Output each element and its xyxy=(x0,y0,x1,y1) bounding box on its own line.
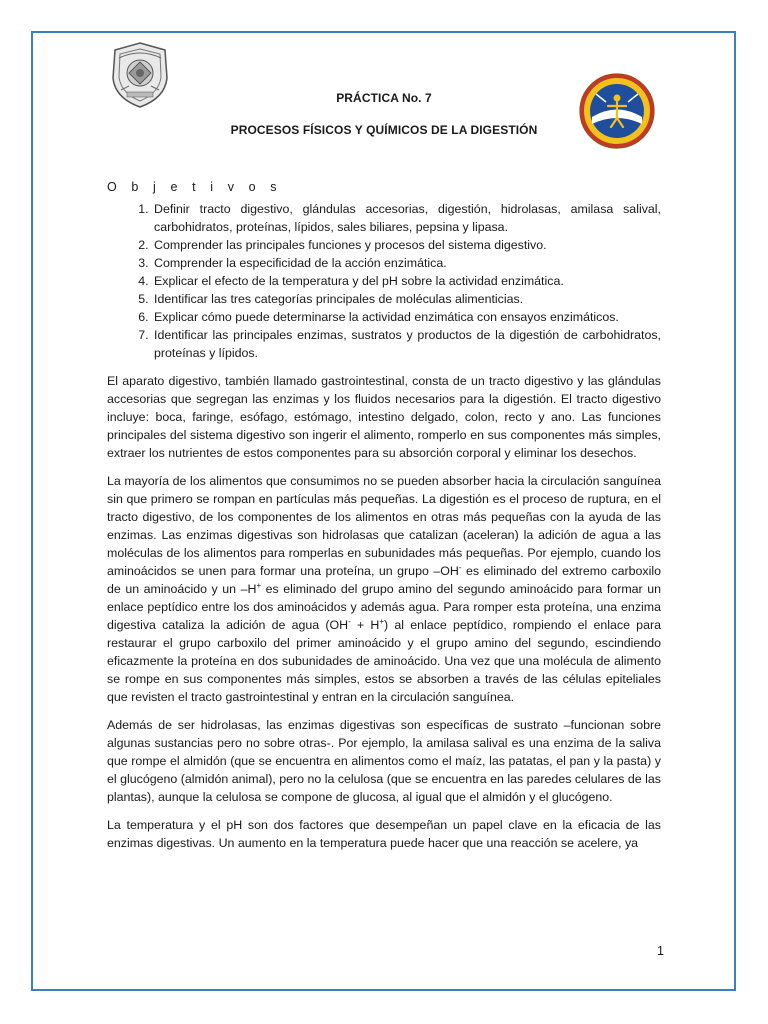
list-item: 1. Definir tracto digestivo, glándulas accesorias, digestión, hidrolasas, amilasa salival, carbohidratos, proteínas, lípidos, sales biliares, pepsina y lipasa. xyxy=(152,200,661,236)
paragraph-text: + H xyxy=(350,618,380,632)
list-item: 5. Identificar las tres categorías principales de moléculas alimenticias. xyxy=(152,290,661,308)
list-item: 2. Comprender las principales funciones y procesos del sistema digestivo. xyxy=(152,236,661,254)
paragraph-text: ) al enlace peptídico, rompiendo el enlace para restaurar el grupo carboxilo del primer aminoácido y el grupo amino del segundo, escindiendo eficazmente la proteína en dos subunidades de aminoácido. Una vez que una molécula de alimento se rompe en sus componentes más simples, estos se absorben a través de las células epiteliales que revisten el tracto gastrointestinal y entran en la circulación sanguínea. xyxy=(107,618,661,704)
paragraph-text: es eliminado del grupo amino del segundo aminoácido para formar un enlace peptídico entre los dos aminoácidos y además agua. Para romper esta proteína, una enzima digestiva cataliza la adición de agua (OH xyxy=(107,582,661,632)
practice-subtitle: PROCESOS FÍSICOS Y QUÍMICOS DE LA DIGESTIÓN xyxy=(230,123,538,137)
objectives-list xyxy=(107,200,661,362)
list-item: 4. Explicar el efecto de la temperatura y del pH sobre la actividad enzimática. xyxy=(152,272,661,290)
superscript: + xyxy=(379,616,385,626)
objectives-heading: O b j e t i v o s xyxy=(107,180,283,194)
document-body xyxy=(107,178,661,862)
list-item: 6. Explicar cómo puede determinarse la actividad enzimática con ensayos enzimáticos. xyxy=(152,308,661,326)
paragraph-digestion-enzymes xyxy=(107,472,661,706)
school-circular-emblem xyxy=(578,72,656,150)
paragraph-temperature-ph: La temperatura y el pH son dos factores que desempeñan un papel clave en la eficacia de las enzimas digestivas. Un aumento en la temperatura puede hacer que una reacción se acelere, ya xyxy=(107,818,661,850)
page-number: 1 xyxy=(657,944,664,958)
paragraph-digestive-system: El aparato digestivo, también llamado gastrointestinal, consta de un tracto digestivo y las glándulas accesorias que segregan las enzimas y los fluidos necesarios para la digestión. El tracto digestivo incluye: boca, faringe, esófago, estómago, intestino delgado, colon, recto y ano. Las funciones principales del sistema digestivo son ingerir el alimento, romperlo en sus componentes más simples, extraer los nutrientes de estos componentes para su absorción corporal y eliminar los desechos. xyxy=(107,374,661,460)
list-item: 3. Comprender la especificidad de la acción enzimática. xyxy=(152,254,661,272)
paragraph-text: es eliminado del extremo carboxilo de un aminoácido y un –H xyxy=(107,564,662,596)
superscript: - xyxy=(458,562,462,572)
practice-title: PRÁCTICA No. 7 xyxy=(336,91,432,105)
list-item: 7. Identificar las principales enzimas, sustratos y productos de la digestión de carbohidratos, proteínas y lípidos. xyxy=(152,326,661,362)
superscript: - xyxy=(348,616,351,626)
paragraph-substrate-specificity: Además de ser hidrolasas, las enzimas digestivas son específicas de sustrato –funcionan sobre algunas sustancias pero no sobre otras-. Por ejemplo, la amilasa salival es una enzima de la saliva que rompe el almidón (que se encuentra en alimentos como el maíz, las patatas, el pan y la pasta) y el glucógeno (almidón animal), pero no la celulosa (que se encuentra en las paredes celulares de las plantas), aunque la celulosa se compone de glucosa, al igual que el almidón y el glucógeno. xyxy=(107,718,661,804)
paragraph-text: La mayoría de los alimentos que consumimos no se pueden absorber hacia la circulación sanguínea sin que primero se rompan en partículas más pequeñas. La digestión es el proceso de ruptura, en el tracto digestivo, de los componentes de los alimentos en otras más pequeñas con la ayuda de las enzimas. Las enzimas digestivas son hidrolasas que catalizan (aceleran) la adición de agua a las moléculas de los alimentos para romperlas en subunidades más pequeñas. Por ejemplo, cuando los aminoácidos se unen para formar una proteína, un grupo –OH xyxy=(107,474,661,578)
superscript: + xyxy=(256,580,262,590)
